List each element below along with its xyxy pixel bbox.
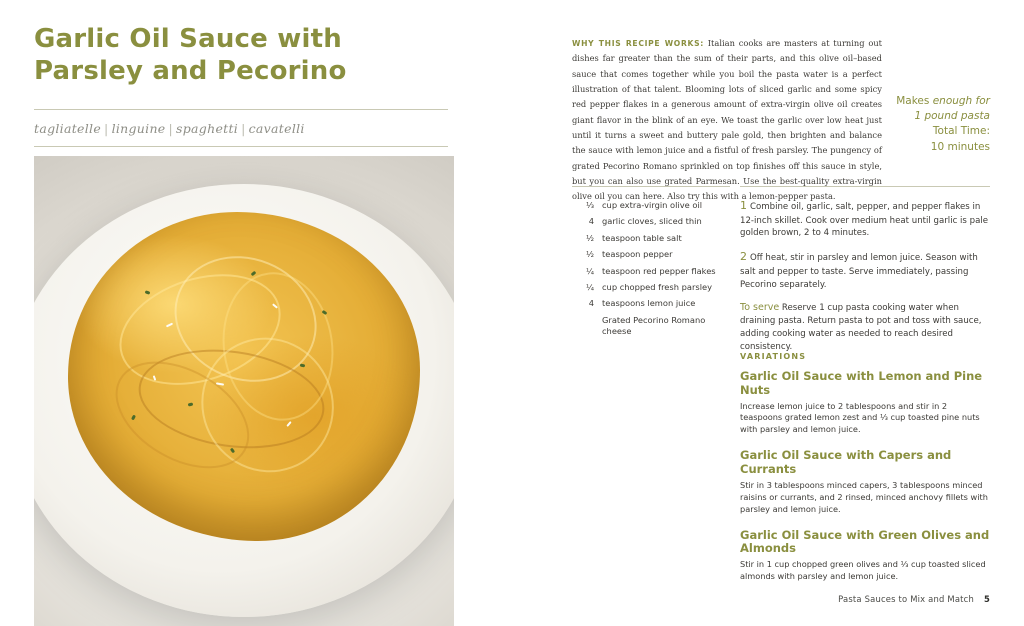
steps-divider xyxy=(740,186,990,187)
list-item xyxy=(572,249,732,260)
photo-image xyxy=(34,156,454,626)
ingredient-name: Grated Pecorino Romano cheese xyxy=(602,314,706,336)
recipe-title-line-2: Parsley and Pecorino xyxy=(34,55,347,86)
ingredient-name: teaspoons lemon juice xyxy=(602,298,696,309)
variation-body: Stir in 1 cup chopped green olives and ⅓ cup toasted sliced almonds with parsley and lemon juice. xyxy=(740,559,986,582)
variation-title: Garlic Oil Sauce with Capers and Currants xyxy=(740,448,952,477)
pasta-shape-1: linguine xyxy=(111,121,166,137)
shapes-divider xyxy=(34,146,448,147)
ingredient-amount: ½ xyxy=(585,249,594,260)
makes-line xyxy=(886,94,990,109)
variation-item xyxy=(740,370,990,436)
shape-separator-1: | xyxy=(168,121,174,137)
ingredient-amount: ¼ xyxy=(585,265,594,276)
makes-value: enough for xyxy=(932,95,990,107)
list-item xyxy=(572,233,732,244)
footer-chapter: Pasta Sauces to Mix and Match xyxy=(838,594,974,604)
why-text-container xyxy=(572,36,882,205)
ingredient-name: cup extra-virgin olive oil xyxy=(602,200,703,210)
step-text: Off heat, stir in parsley and lemon juice. Season with salt and pepper to taste. Serve immediately, passing Pecorino separately. xyxy=(740,253,978,290)
ingredient-name: teaspoon table salt xyxy=(602,232,682,243)
page-footer xyxy=(838,594,990,604)
step-text: Combine oil, garlic, salt, pepper, and pepper flakes in 12-inch skillet. Cook over medium heat until garlic is pale golden brown, 2 to 4 minutes. xyxy=(740,202,989,239)
pasta-shape-0: tagliatelle xyxy=(34,121,102,137)
variation-title: Garlic Oil Sauce with Green Olives and Almonds xyxy=(740,527,990,556)
shape-separator-2: | xyxy=(241,121,246,137)
why-body: Italian cooks are masters at turning out dishes far greater than the sum of their parts, and this olive oil–based sauce that comes together while you boil the pasta water is a perfect illustration of that talent. Blooming lots of sliced garlic and some spicy red pepper flakes in a generous amount of extra-virgin olive oil creates giant flavor in the blink of an eye. We toast the garlic over low heat just until it turns a sweet and buttery pale gold, then brighten and balance the sauce with lemon juice and a fistful of fresh parsley. The pungency of grated Pecorino Romano sprinkled on top finishes off this sauce in style, but you can also use grated Parmesan. Use the best-quality extra-virgin olive oil you can here. Also try this with a lemon-pepper pasta. xyxy=(572,38,883,202)
variations-section xyxy=(740,352,990,596)
makes-value-2: 1 pound pasta xyxy=(914,110,990,123)
page-title xyxy=(34,24,454,87)
list-item xyxy=(572,216,732,227)
variation-item xyxy=(740,449,990,515)
recipe-header xyxy=(34,24,454,147)
shape-separator-0: | xyxy=(104,121,109,137)
page-number: 5 xyxy=(983,594,990,604)
makes-label: Makes xyxy=(896,95,930,107)
step-number: 1 xyxy=(740,199,747,212)
why-label: WHY THIS RECIPE WORKS: xyxy=(572,39,705,48)
ingredient-amount: ¼ xyxy=(585,281,594,292)
total-time-value: 10 minutes xyxy=(930,140,990,153)
ingredient-amount: 4 xyxy=(588,298,594,309)
recipe-photo xyxy=(34,156,454,626)
variation-item xyxy=(740,529,990,583)
total-time-label: Total Time: xyxy=(932,125,990,138)
to-serve-text: Reserve 1 cup pasta cooking water when draining pasta. Return pasta to pot and toss with sauce, adding cooking water as needed to reach desired consistency. xyxy=(740,302,982,352)
yield-and-time xyxy=(886,94,990,155)
ingredient-name: teaspoon red pepper flakes xyxy=(602,265,716,276)
variation-title: Garlic Oil Sauce with Lemon and Pine Nuts xyxy=(740,369,983,397)
parsley-fleck xyxy=(145,291,151,296)
ingredient-name: cup chopped fresh parsley xyxy=(602,281,713,292)
instruction-step xyxy=(740,249,990,291)
list-item xyxy=(572,200,732,211)
ingredient-amount: ½ xyxy=(585,232,594,243)
list-item xyxy=(572,282,732,293)
variation-body: Increase lemon juice to 2 tablespoons and stir in 2 teaspoons grated lemon zest and ⅓ cup toasted pine nuts with parsley and lemon juice. xyxy=(740,400,980,435)
ingredient-amount xyxy=(572,315,602,337)
step-number: 2 xyxy=(740,250,747,264)
why-this-recipe-works-block xyxy=(572,36,990,205)
variations-heading: VARIATIONS xyxy=(740,352,807,361)
ingredient-amount: ⅓ xyxy=(585,200,594,210)
ingredient-amount: 4 xyxy=(588,216,594,227)
ingredient-name: teaspoon pepper xyxy=(602,249,673,260)
list-item xyxy=(572,298,732,309)
pasta-shape-2: spaghetti xyxy=(176,121,239,137)
to-serve-label: To serve xyxy=(740,301,780,313)
variation-body: Stir in 3 tablespoons minced capers, 3 tablespoons minced raisins or currants, and 2 rinsed, minced anchovy fillets with parsley and lemon juice. xyxy=(740,479,988,514)
list-item xyxy=(572,266,732,277)
ingredients-divider xyxy=(572,186,730,187)
list-item xyxy=(572,315,732,337)
ingredients-list xyxy=(572,200,732,342)
pasta-shape-3: cavatelli xyxy=(248,121,305,137)
ingredient-name: garlic cloves, sliced thin xyxy=(602,216,702,227)
instructions xyxy=(740,198,990,362)
to-serve-note xyxy=(740,301,990,354)
instruction-step xyxy=(740,198,990,240)
title-divider xyxy=(34,109,448,110)
pasta-shapes-list xyxy=(34,121,454,136)
recipe-title-line-1: Garlic Oil Sauce with xyxy=(34,24,342,54)
